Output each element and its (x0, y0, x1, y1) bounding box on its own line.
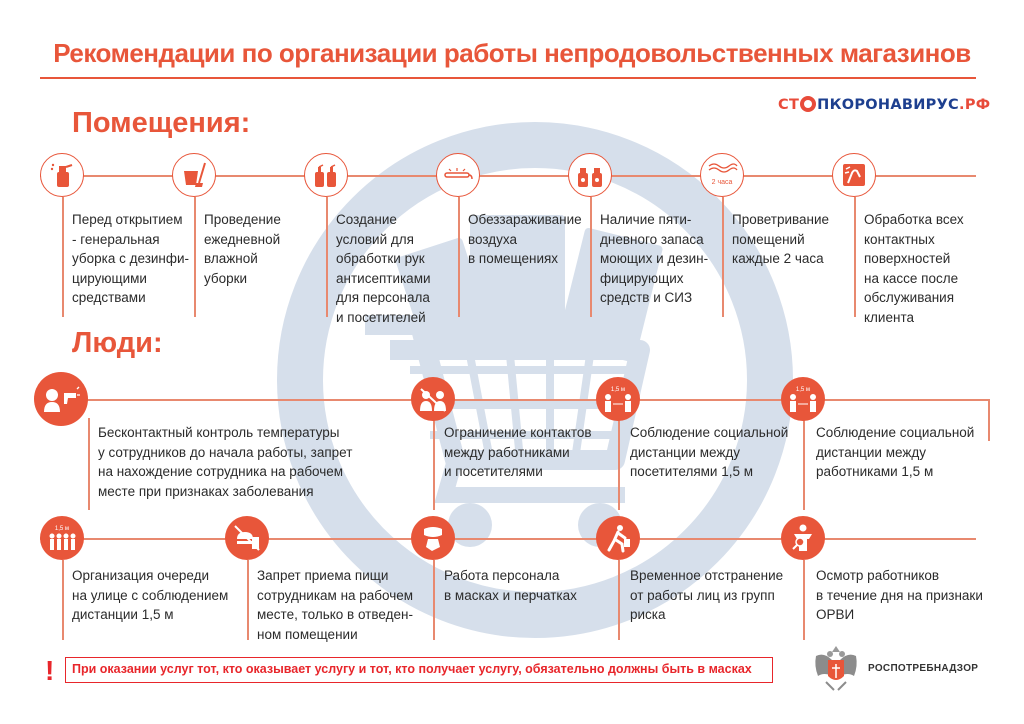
people-text-1: Бесконтактный контроль температуры у сотрудников до начала работы, запрет на нахождение сотрудника на рабочем месте при признаках заболевания (98, 425, 353, 499)
distance-visitors-label: 1,5 м (610, 387, 626, 393)
people-text-7: Работа персонала в масках и перчатках (444, 568, 577, 603)
premises-text-5: Наличие пяти- дневного запаса моющих и дезин- фицирующих средств и СИЗ (600, 212, 709, 306)
bucket-mop-icon (172, 153, 216, 197)
page-title: Рекомендации по организации работы непродовольственных магазинов (53, 38, 971, 68)
virus-icon (800, 96, 816, 112)
section-premises-title: Помещения: (72, 107, 251, 139)
distance-workers-label: 1,5 м (795, 387, 811, 393)
premises-text-7: Обработка всех контактных поверхностей на кассе после обслуживания клиента (864, 212, 964, 325)
air-waves-icon (700, 153, 744, 197)
distance-workers-icon (781, 377, 825, 421)
queue-icon (40, 516, 84, 560)
wipe-surface-icon (832, 153, 876, 197)
thermometer-icon (34, 372, 88, 426)
stopcoronavirus-logo: СТ ПКОРОНАВИРУС.РФ (778, 97, 991, 113)
uv-lamp-icon (436, 153, 480, 197)
people-text-6: Запрет приема пищи сотрудникам на рабочем месте, только в отведен- ном помещении (257, 568, 414, 642)
walking-person-icon (596, 516, 640, 560)
rospotrebnadzor-emblem-icon (810, 642, 862, 694)
people-text-5: Организация очереди на улице с соблюдением дистанции 1,5 м (72, 568, 229, 622)
section-people-title: Люди: (72, 327, 163, 359)
premises-text-6: Проветривание помещений каждые 2 часа (732, 212, 830, 267)
premises-text-1: Перед открытием - генеральная уборка с дезинфи- цирующими средствами (72, 212, 190, 306)
people-text-2: Ограничение контактов между работниками и посетителями (444, 425, 592, 479)
air-waves-label: 2 часа (711, 179, 733, 186)
people-text-4: Соблюдение социальной дистанции между работниками 1,5 м (816, 425, 975, 479)
premises-text-3: Создание условий для обработки рук антисептиками для персонала и посетителей (336, 212, 431, 325)
people-text-9: Осмотр работников в течение дня на признаки ОРВИ (816, 568, 983, 622)
distance-visitors-icon (596, 377, 640, 421)
spray-bottles-icon (568, 153, 612, 197)
warning-icon: ! (45, 655, 55, 686)
people-text-8: Временное отстранение от работы лиц из групп риска (630, 568, 784, 622)
premises-text-2: Проведение ежедневной влажной уборки (204, 212, 281, 286)
spray-bottle-icon (40, 153, 84, 197)
no-contact-icon (411, 377, 455, 421)
no-food-icon (225, 516, 269, 560)
title-divider (40, 77, 976, 79)
warning-banner: При оказании услуг тот, кто оказывает услугу и тот, кто получает услугу, обязательно должны быть в масках (65, 657, 773, 683)
premises-text-4: Обеззараживание воздуха в помещениях (468, 212, 582, 267)
queue-label: 1,5 м (54, 526, 70, 532)
sanitizer-bottles-icon (304, 153, 348, 197)
agency-name: РОСПОТРЕБНАДЗОР (868, 663, 979, 674)
people-text-3: Соблюдение социальной дистанции между посетителями 1,5 м (630, 425, 789, 479)
mask-gloves-icon (411, 516, 455, 560)
inspection-icon (781, 516, 825, 560)
people-timeline-1 (40, 399, 988, 401)
people-timeline-2 (40, 538, 976, 540)
